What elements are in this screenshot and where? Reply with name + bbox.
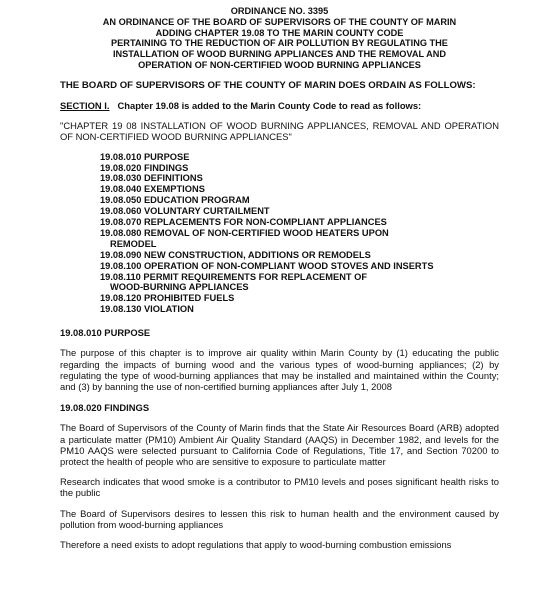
section-one-label: SECTION I.	[60, 99, 110, 111]
toc-item: 19.08.090 NEW CONSTRUCTION, ADDITIONS OR REMODELS	[100, 249, 371, 260]
ordain-statement: THE BOARD OF SUPERVISORS OF THE COUNTY OF MARIN DOES ORDAIN AS FOLLOWS:	[60, 79, 476, 91]
findings-paragraph: Therefore a need exists to adopt regulations that apply to wood-burning combustion emissions	[60, 539, 452, 551]
toc-item: 19.08.020 FINDINGS	[100, 162, 189, 173]
toc-item-continuation: REMODEL	[110, 238, 157, 249]
header-line: ADDING CHAPTER 19.08 TO THE MARIN COUNTY CODE	[155, 27, 404, 38]
findings-paragraph: The Board of Supervisors of the County of Marin finds that the State Air Resources Board (ARB) adopted a particulate matter (PM10) Ambient Air Quality Standard (AAQS) in December 1982, and levels for the PM10 AAQS were selected pursuant to California Code of Regulations, Title 17, and Section 70200 to protect the health of people who are sensitive to exposure to particulate matter	[60, 422, 499, 468]
toc-item: 19.08.110 PERMIT REQUIREMENTS FOR REPLACEMENT OF	[100, 271, 368, 282]
header-line: AN ORDINANCE OF THE BOARD OF SUPERVISORS OF THE COUNTY OF MARIN	[102, 16, 457, 27]
header-line: PERTAINING TO THE REDUCTION OF AIR POLLUTION BY REGULATING THE	[111, 38, 448, 49]
toc-item: 19.08.060 VOLUNTARY CURTAILMENT	[100, 206, 270, 217]
toc-item: 19.08.010 PURPOSE	[100, 151, 190, 162]
findings-paragraph: The Board of Supervisors desires to lessen this risk to human health and the environment caused by pollution from wood-burning appliances	[60, 507, 499, 530]
purpose-heading: 19.08.010 PURPOSE	[60, 327, 151, 339]
toc-item: 19.08.080 REMOVAL OF NON-CERTIFIED WOOD HEATERS UPON	[100, 227, 389, 238]
ordinance-header	[54, 6, 505, 71]
toc-item: 19.08.030 DEFINITIONS	[100, 173, 203, 184]
toc-item: 19.08.040 EXEMPTIONS	[100, 184, 205, 195]
toc-item: 19.08.050 EDUCATION PROGRAM	[100, 195, 250, 206]
toc-item: 19.08.120 PROHIBITED FUELS	[100, 293, 235, 304]
table-of-contents	[100, 152, 499, 316]
toc-item: 19.08.070 REPLACEMENTS FOR NON-COMPLIANT APPLIANCES	[100, 217, 387, 228]
toc-item: 19.08.130 VIOLATION	[100, 304, 194, 315]
toc-item-continuation: WOOD-BURNING APPLIANCES	[110, 282, 249, 293]
header-line: INSTALLATION OF WOOD BURNING APPLIANCES AND THE REMOVAL AND	[112, 49, 447, 60]
chapter-title: "CHAPTER 19 08 INSTALLATION OF WOOD BURNING APPLIANCES, REMOVAL AND OPERATION OF NON-CERTIFIED WOOD BURNING APPLIANCES"	[60, 120, 499, 143]
section-one	[60, 100, 499, 111]
findings-heading: 19.08.020 FINDINGS	[60, 402, 150, 414]
section-one-text: Chapter 19.08 is added to the Marin County Code to read as follows:	[117, 99, 422, 111]
toc-item: 19.08.100 OPERATION OF NON-COMPLIANT WOOD STOVES AND INSERTS	[100, 260, 434, 271]
ordinance-number: ORDINANCE NO. 3395	[230, 6, 329, 16]
purpose-paragraph: The purpose of this chapter is to improve air quality within Marin County by (1) educating the public regarding the impacts of burning wood and the various types of wood-burning appliances; (2) by regulating the type of wood-burning appliances that may be installed and maintained within the County; and (3) by banning the use of non-certified burning appliances after July 1, 2008	[60, 347, 499, 392]
findings-paragraph: Research indicates that wood smoke is a contributor to PM10 levels and poses significant health risks to the public	[60, 476, 499, 499]
header-line: OPERATION OF NON-CERTIFIED WOOD BURNING APPLIANCES	[138, 59, 421, 70]
